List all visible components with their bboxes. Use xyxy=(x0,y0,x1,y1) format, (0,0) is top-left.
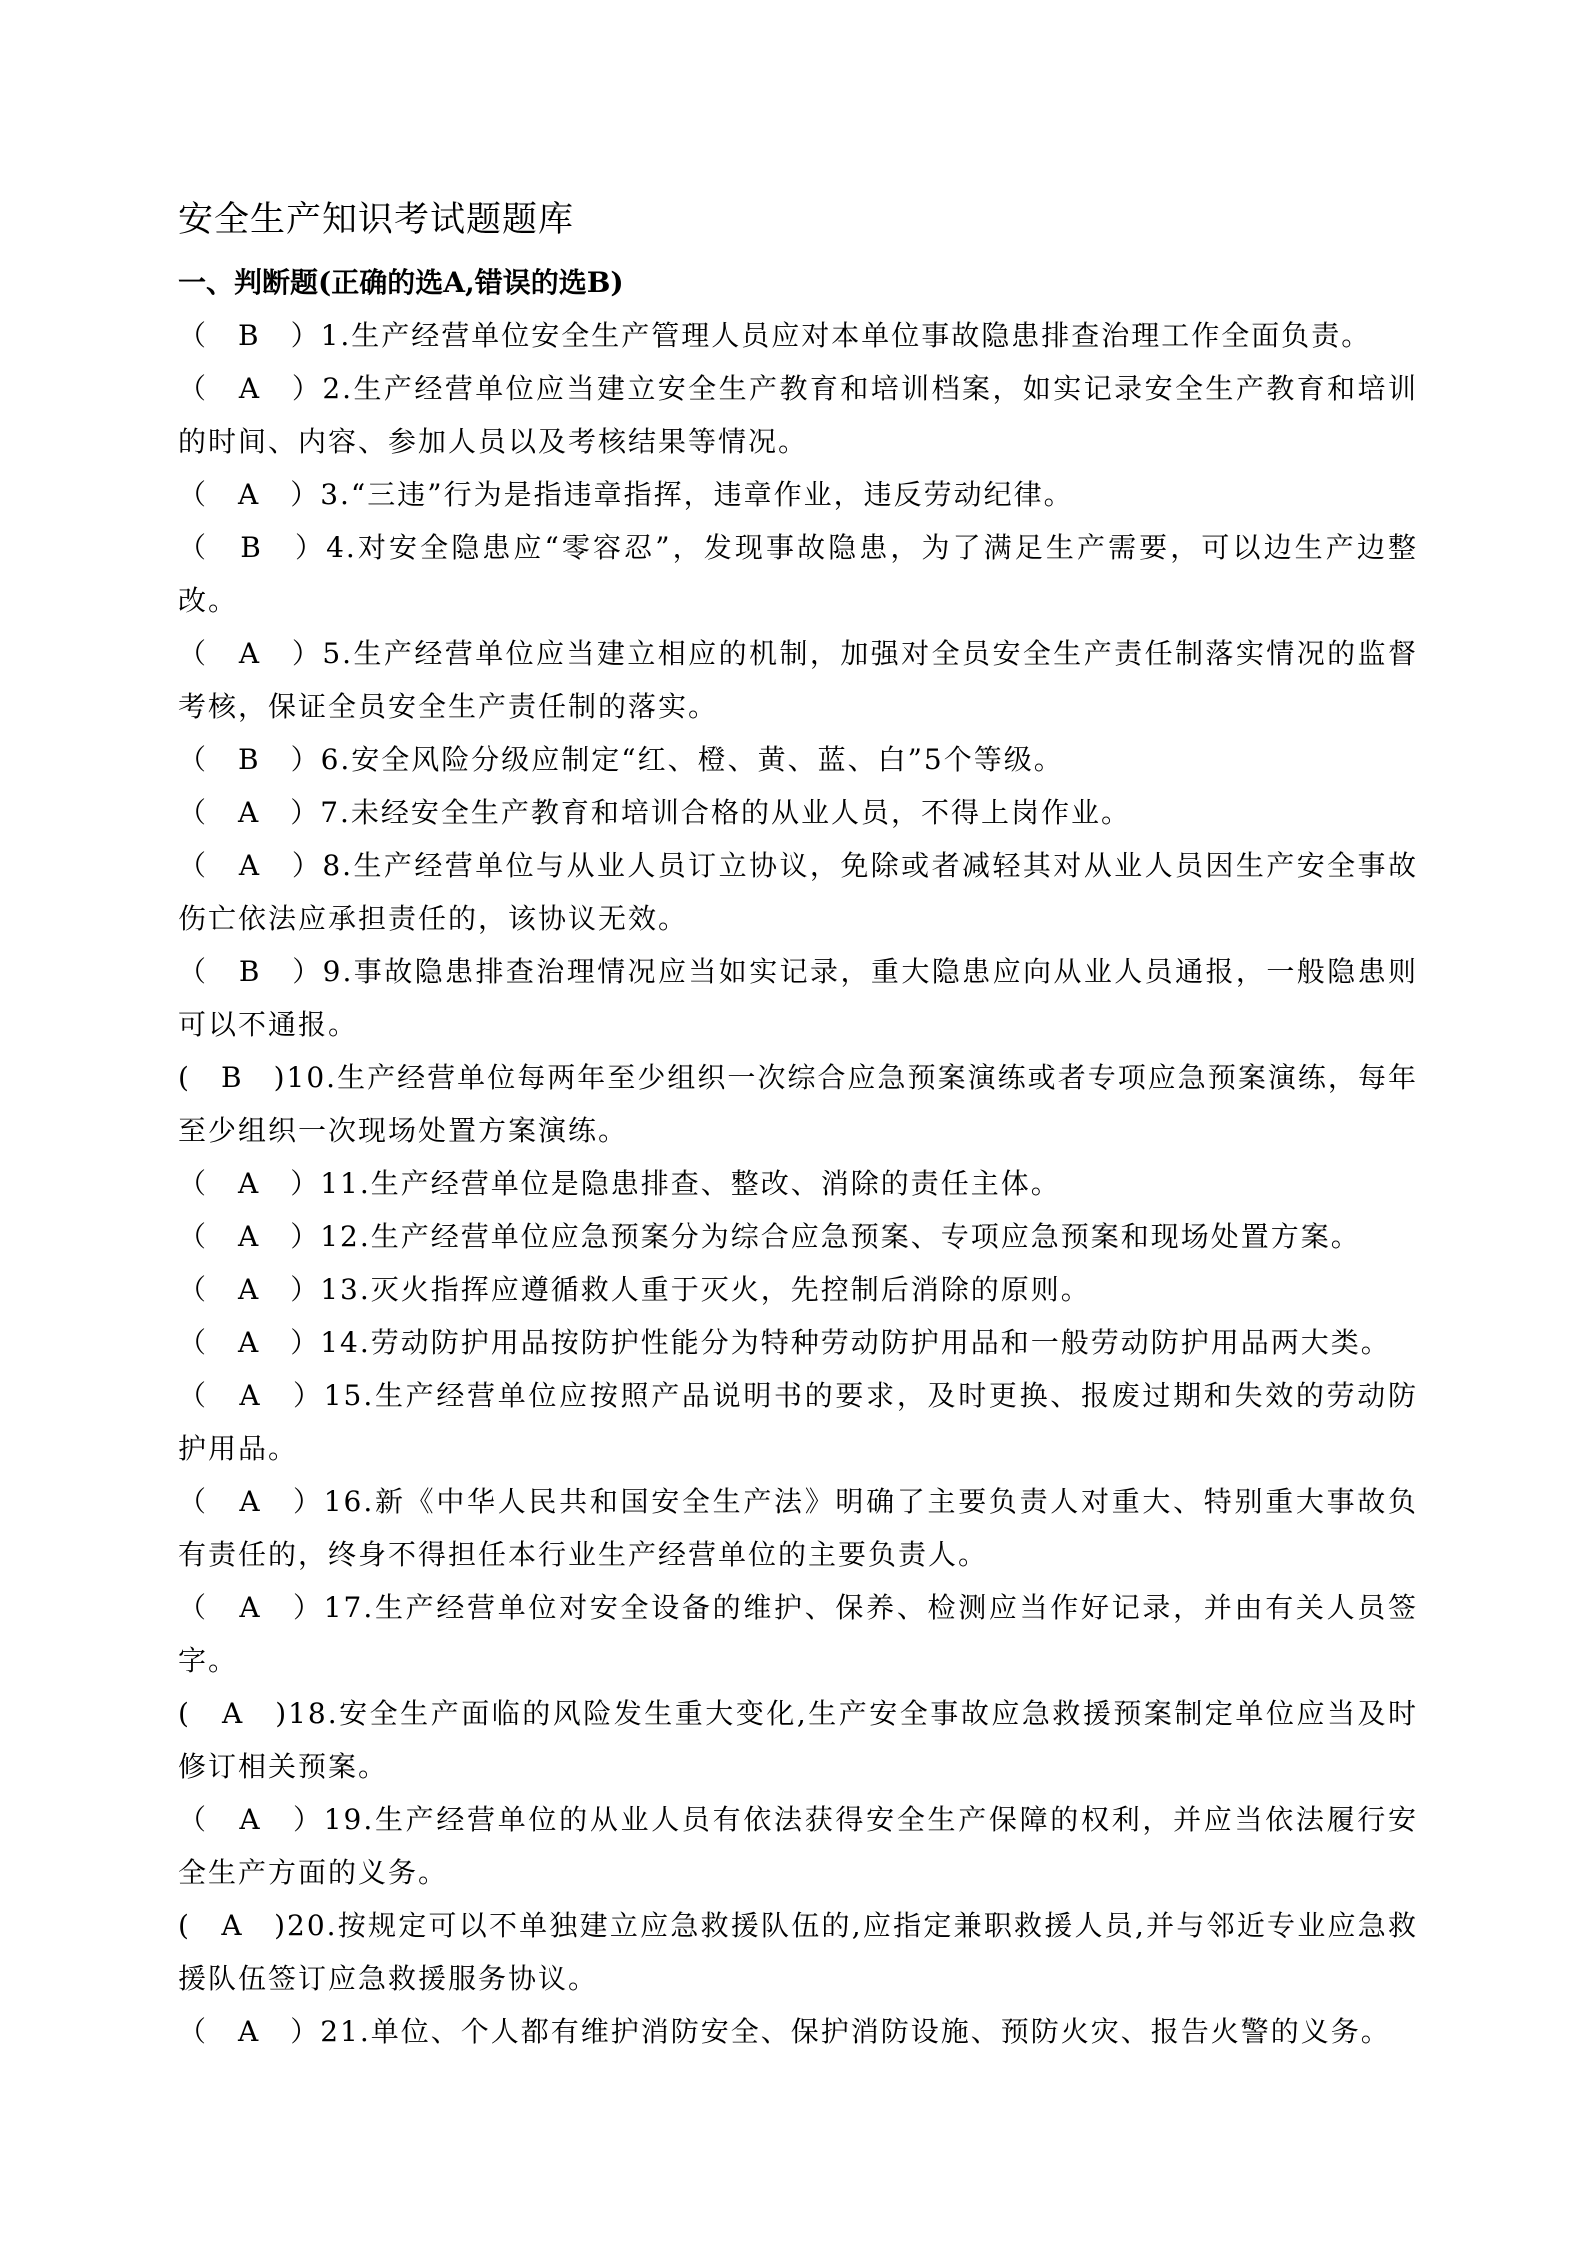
question-item: （ A ）8.生产经营单位与从业人员订立协议，免除或者减轻其对从业人员因生产安全事故伤亡依法应承担责任的，该协议无效。 xyxy=(178,849,1418,935)
question-item: ( A )20.按规定可以不单独建立应急救援队伍的,应指定兼职救援人员,并与邻近专业应急救援队伍签订应急救援服务协议。 xyxy=(178,1909,1418,1995)
question-item: （ A ）16.新《中华人民共和国安全生产法》明确了主要负责人对重大、特别重大事故负有责任的，终身不得担任本行业生产经营单位的主要负责人。 xyxy=(178,1485,1418,1571)
question-item: （ A ）2.生产经营单位应当建立安全生产教育和培训档案，如实记录安全生产教育和培训的时间、内容、参加人员以及考核结果等情况。 xyxy=(178,372,1418,458)
question-item: （ A ）14.劳动防护用品按防护性能分为特种劳动防护用品和一般劳动防护用品两大类。 xyxy=(178,1326,1391,1359)
question-list xyxy=(178,309,1418,2058)
question-item: ( B )10.生产经营单位每两年至少组织一次综合应急预案演练或者专项应急预案演练，每年至少组织一次现场处置方案演练。 xyxy=(178,1061,1418,1147)
question-item: （ A ）3.“三违”行为是指违章指挥，违章作业，违反劳动纪律。 xyxy=(178,478,1074,511)
question-item: （ B ）1.生产经营单位安全生产管理人员应对本单位事故隐患排查治理工作全面负责。 xyxy=(178,319,1372,352)
question-item: ( A )18.安全生产面临的风险发生重大变化,生产安全事故应急救援预案制定单位应当及时修订相关预案。 xyxy=(178,1697,1418,1783)
question-item: （ B ）9.事故隐患排查治理情况应当如实记录，重大隐患应向从业人员通报，一般隐患则可以不通报。 xyxy=(178,955,1418,1041)
section-heading: 一、判断题(正确的选A,错误的选B) xyxy=(178,266,624,299)
question-item: （ A ）12.生产经营单位应急预案分为综合应急预案、专项应急预案和现场处置方案。 xyxy=(178,1220,1361,1253)
question-item: （ A ）7.未经安全生产教育和培训合格的从业人员，不得上岗作业。 xyxy=(178,796,1131,829)
question-item: （ A ）15.生产经营单位应按照产品说明书的要求，及时更换、报废过期和失效的劳动防护用品。 xyxy=(178,1379,1418,1465)
question-item: （ B ）4.对安全隐患应“零容忍”，发现事故隐患，为了满足生产需要，可以边生产边整改。 xyxy=(178,531,1418,617)
question-item: （ A ）5.生产经营单位应当建立相应的机制，加强对全员安全生产责任制落实情况的监督考核，保证全员安全生产责任制的落实。 xyxy=(178,637,1418,723)
question-item: （ A ）21.单位、个人都有维护消防安全、保护消防设施、预防火灾、报告火警的义务。 xyxy=(178,2015,1391,2048)
document-page xyxy=(178,190,1418,2058)
document-title: 安全生产知识考试题题库 xyxy=(178,200,575,240)
question-item: （ A ）19.生产经营单位的从业人员有依法获得安全生产保障的权利，并应当依法履行安全生产方面的义务。 xyxy=(178,1803,1418,1889)
question-item: （ B ）6.安全风险分级应制定“红、橙、黄、蓝、白”5个等级。 xyxy=(178,743,1064,776)
question-item: （ A ）13.灭火指挥应遵循救人重于灭火，先控制后消除的原则。 xyxy=(178,1273,1091,1306)
question-item: （ A ）11.生产经营单位是隐患排查、整改、消除的责任主体。 xyxy=(178,1167,1061,1200)
question-item: （ A ）17.生产经营单位对安全设备的维护、保养、检测应当作好记录，并由有关人员签字。 xyxy=(178,1591,1418,1677)
